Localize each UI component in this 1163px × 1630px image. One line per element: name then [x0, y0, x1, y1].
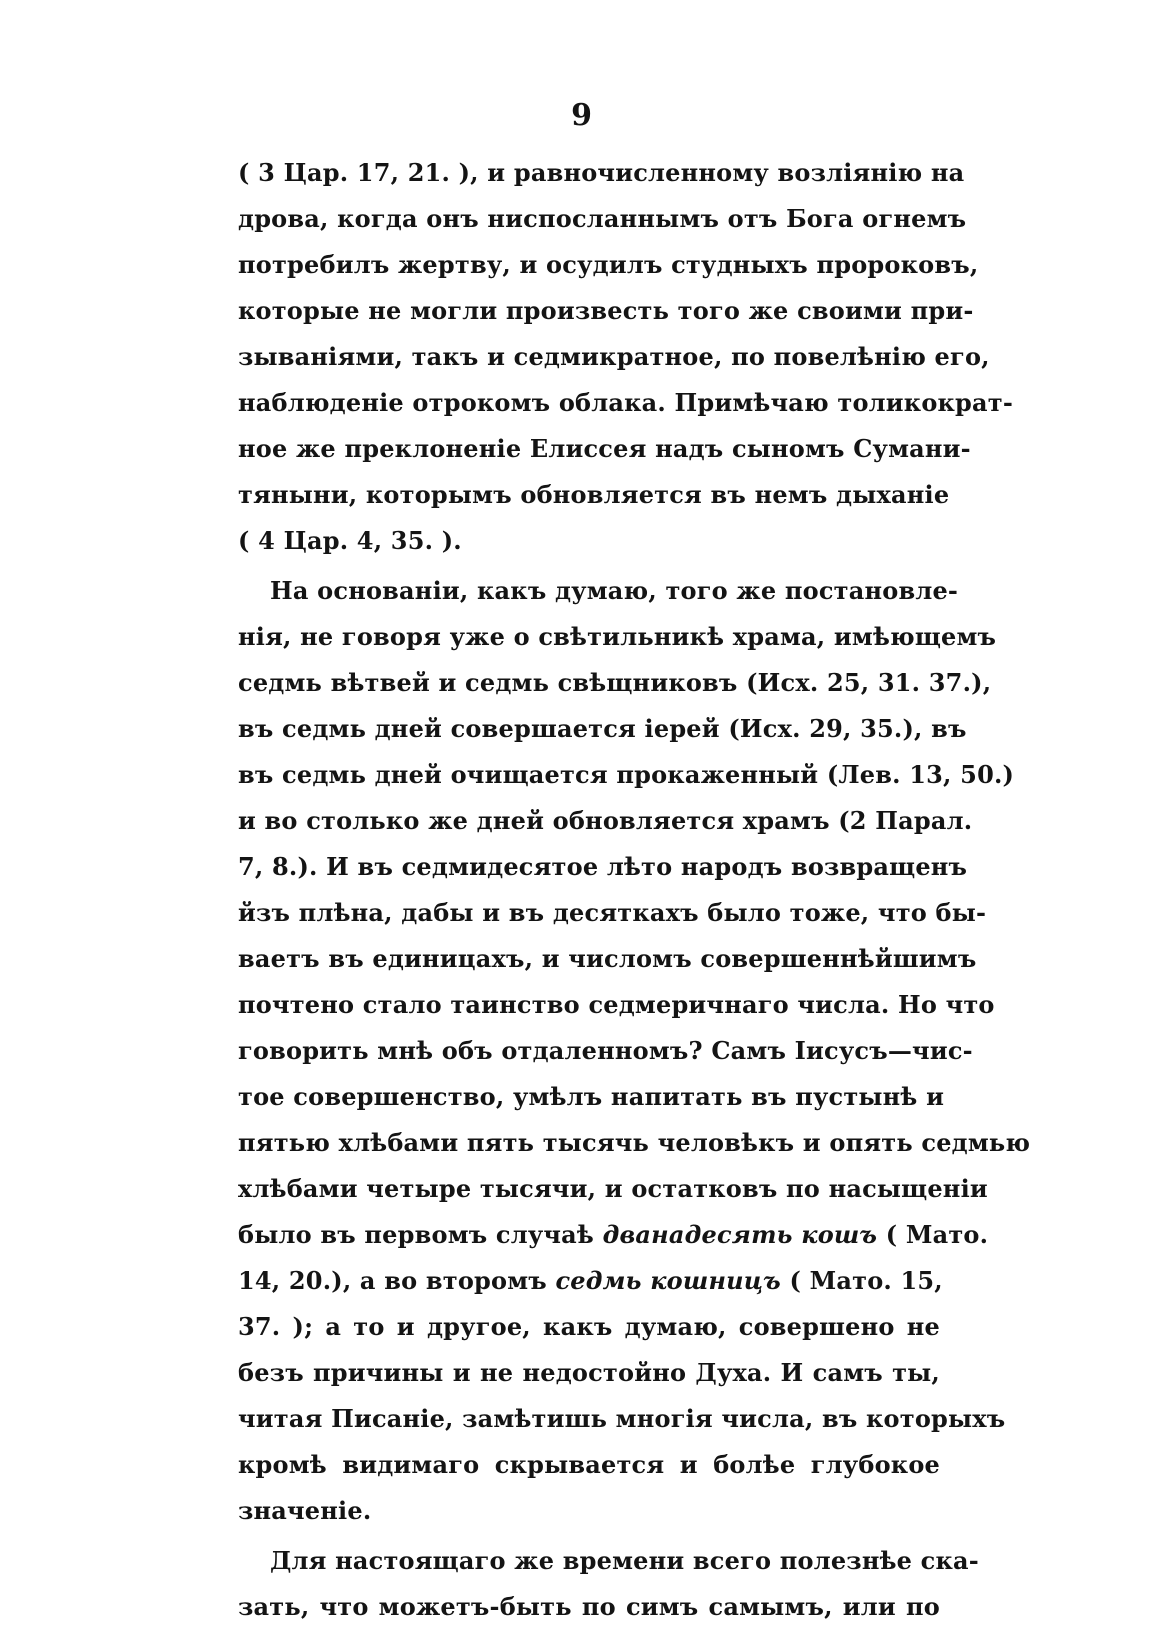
body-text: [238, 150, 1031, 1630]
paragraph-2: [238, 568, 1031, 1534]
text-line: ваетъ въ единицахъ, и числомъ совершеннѣйшимъ: [238, 944, 977, 973]
paragraph-1: [238, 150, 1014, 564]
text-line: На основаніи, какъ думаю, того же постановле-: [270, 576, 959, 605]
text-line: говорить мнѣ объ отдаленномъ? Самъ Іисусъ—чис-: [238, 1036, 973, 1065]
text-line-with-italic: [238, 1212, 989, 1258]
italic-phrase: дванадесять кошъ: [602, 1220, 878, 1249]
text-line: и во столько же дней обновляется храмъ (2 Парал.: [238, 806, 973, 835]
italic-phrase: седмь кошницъ: [555, 1266, 781, 1295]
text-line: почтено стало таинство седмеричнаго числа. Но что: [238, 990, 995, 1019]
text-run: ( Мато. 15,: [780, 1266, 943, 1295]
text-line: тяныни, которымъ обновляется въ немъ дыханіе: [238, 480, 950, 509]
text-line: которые не могли произвесть того же своими при-: [238, 296, 974, 325]
text-line: въ седмь дней совершается іерей (Исх. 29, 35.), въ: [238, 714, 967, 743]
text-run: было въ первомъ случаѣ: [238, 1220, 603, 1249]
text-line: Для настоящаго же времени всего полезнѣе ска-: [270, 1546, 979, 1575]
text-line: значеніе.: [238, 1496, 372, 1525]
text-line: кромѣ видимаго скрывается и болѣе глубокое: [238, 1450, 940, 1479]
text-line: нія, не говоря уже о свѣтильникѣ храма, имѣющемъ: [238, 622, 997, 651]
page-number: 9: [571, 98, 592, 133]
text-line: пятью хлѣбами пять тысячь человѣкъ и опять седмью: [238, 1128, 1031, 1157]
text-line: дрова, когда онъ ниспосланнымъ отъ Бога огнемъ: [238, 204, 967, 233]
text-line: читая Писаніе, замѣтишь многія числа, въ которыхъ: [238, 1404, 1006, 1433]
text-line: ( 3 Цар. 17, 21. ), и равночисленному возліянію на: [238, 158, 965, 187]
paragraph-3: [238, 1538, 979, 1630]
text-line: 37. ); а то и другое, какъ думаю, совершено не: [238, 1312, 940, 1341]
text-line: ное же преклоненіе Елиссея надъ сыномъ Сумани-: [238, 434, 971, 463]
text-line: наблюденіе отрокомъ облака. Примѣчаю толикократ-: [238, 388, 1014, 417]
text-line: зываніями, такъ и седмикратное, по повелѣнію его,: [238, 342, 990, 371]
text-line: безъ причины и не недостойно Духа. И самъ ты,: [238, 1358, 940, 1387]
text-line-with-italic: [238, 1258, 943, 1304]
text-line: хлѣбами четыре тысячи, и остатковъ по насыщеніи: [238, 1174, 988, 1203]
text-line: 7, 8.). И въ седмидесятое лѣто народъ возвращенъ: [238, 852, 968, 881]
text-run: 14, 20.), а во второмъ: [238, 1266, 556, 1295]
text-line: зать, что можетъ-быть по симъ самымъ, или по: [238, 1592, 940, 1621]
text-line: ( 4 Цар. 4, 35. ).: [238, 526, 462, 555]
text-line: йзъ плѣна, дабы и въ десяткахъ было тоже, что бы-: [238, 898, 987, 927]
text-line: тое совершенство, умѣлъ напитать въ пустынѣ и: [238, 1082, 945, 1111]
text-run: ( Мато.: [877, 1220, 989, 1249]
text-line: потребилъ жертву, и осудилъ студныхъ пророковъ,: [238, 250, 979, 279]
text-line: въ седмь дней очищается прокаженный (Лев. 13, 50.): [238, 760, 1015, 789]
text-line: седмь вѣтвей и седмь свѣщниковъ (Исх. 25, 31. 37.),: [238, 668, 992, 697]
